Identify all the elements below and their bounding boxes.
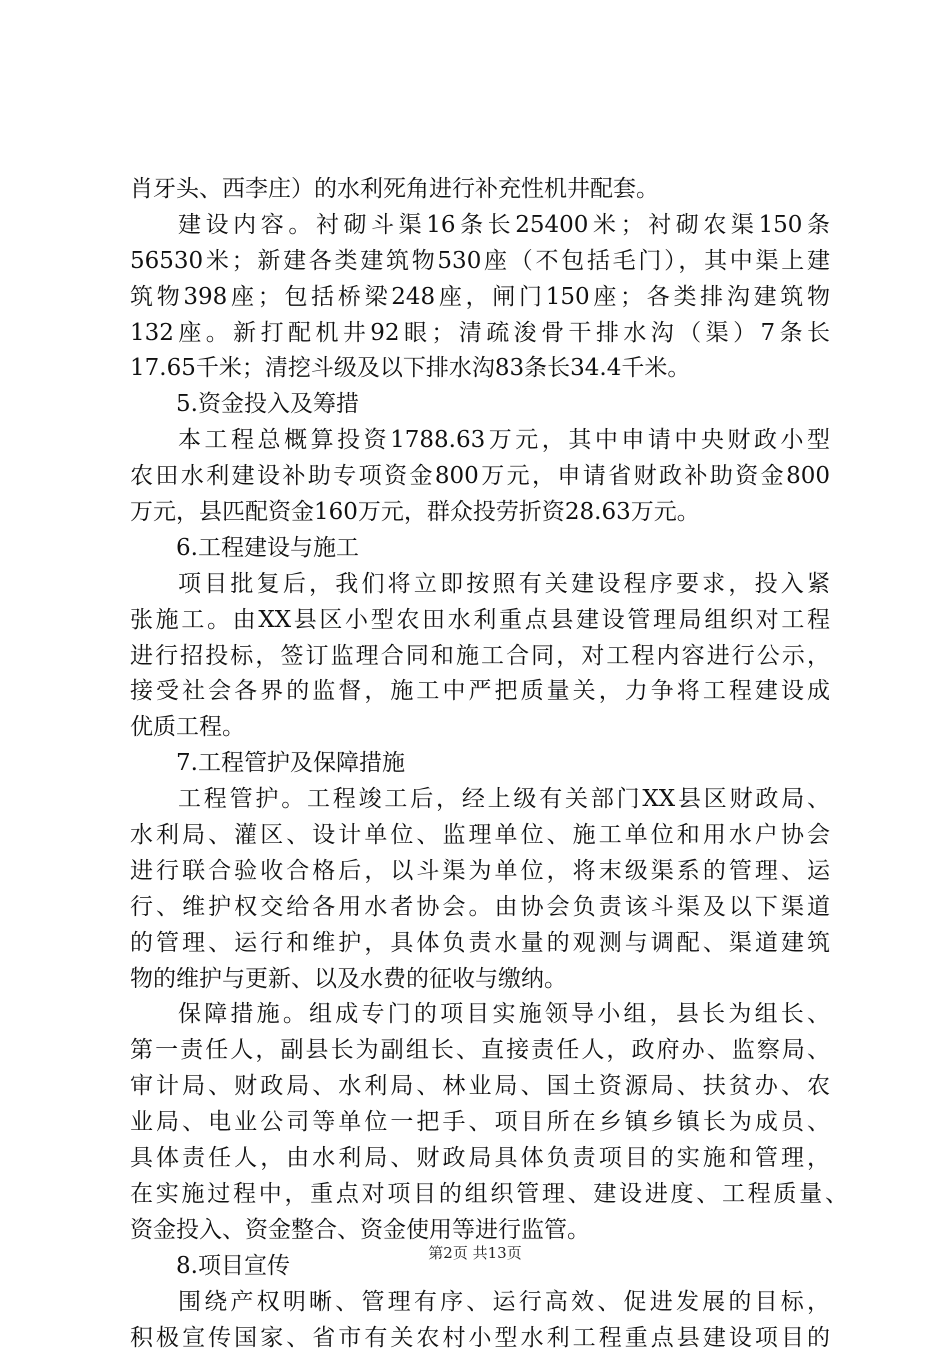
- paragraph-line: 围绕产权明晰、管理有序、运行高效、促进发展的目标，: [130, 1285, 830, 1321]
- paragraph-line: 行、维护权交给各用水者协会。由协会负责该斗渠及以下渠道: [130, 890, 830, 926]
- paragraph-line: 优质工程。: [130, 710, 830, 746]
- paragraph-line: 积极宣传国家、省市有关农村小型水利工程重点县建设项目的: [130, 1321, 830, 1356]
- paragraph-line: 万元，县匹配资金160万元，群众投劳折资28.63万元。: [130, 495, 830, 531]
- paragraph-line: 水利局、灌区、设计单位、监理单位、施工单位和用水户协会: [130, 818, 830, 854]
- paragraph-line: 项目批复后，我们将立即按照有关建设程序要求，投入紧: [130, 567, 830, 603]
- paragraph-line: 审计局、财政局、水利局、林业局、国土资源局、扶贫办、农: [130, 1069, 830, 1105]
- paragraph-line: 工程管护。工程竣工后，经上级有关部门XX县区财政局、: [130, 782, 830, 818]
- paragraph-line: 农田水利建设补助专项资金800万元，申请省财政补助资金800: [130, 459, 830, 495]
- section-heading: 5.资金投入及筹措: [130, 387, 830, 423]
- paragraph-line: 本工程总概算投资1788.63万元，其中申请中央财政小型: [130, 423, 830, 459]
- paragraph-line: 在实施过程中，重点对项目的组织管理、建设进度、工程质量、: [130, 1177, 848, 1213]
- document-body: [130, 172, 830, 1356]
- paragraph-line: 第一责任人，副县长为副组长、直接责任人，政府办、监察局、: [130, 1033, 830, 1069]
- paragraph-line: 资金投入、资金整合、资金使用等进行监管。: [130, 1213, 830, 1249]
- section-heading: 6.工程建设与施工: [130, 531, 830, 567]
- paragraph-line: 物的维护与更新、以及水费的征收与缴纳。: [130, 962, 830, 998]
- paragraph-line: 建设内容。衬砌斗渠16条长25400米；衬砌农渠150条: [130, 208, 830, 244]
- paragraph-line: 进行招投标，签订监理合同和施工合同，对工程内容进行公示，: [130, 639, 830, 675]
- paragraph-line: 56530米；新建各类建筑物530座（不包括毛门），其中渠上建: [130, 244, 830, 280]
- paragraph-line: 保障措施。组成专门的项目实施领导小组，县长为组长、: [130, 997, 830, 1033]
- paragraph-line: 接受社会各界的监督，施工中严把质量关，力争将工程建设成: [130, 674, 830, 710]
- paragraph-line: 进行联合验收合格后，以斗渠为单位，将末级渠系的管理、运: [130, 854, 830, 890]
- paragraph-line: 的管理、运行和维护，具体负责水量的观测与调配、渠道建筑: [130, 926, 830, 962]
- section-heading: 7.工程管护及保障措施: [130, 746, 830, 782]
- paragraph-line: 132座。新打配机井92眼；清疏浚骨干排水沟（渠）7条长: [130, 316, 830, 352]
- paragraph-line: 业局、电业公司等单位一把手、项目所在乡镇乡镇长为成员、: [130, 1105, 830, 1141]
- paragraph-line: 肖牙头、西李庄）的水利死角进行补充性机井配套。: [130, 172, 830, 208]
- paragraph-line: 筑物398座；包括桥梁248座，闸门150座；各类排沟建筑物: [130, 280, 830, 316]
- paragraph-line: 张施工。由XX县区小型农田水利重点县建设管理局组织对工程: [130, 603, 830, 639]
- paragraph-line: 17.65千米；清挖斗级及以下排水沟83条长34.4千米。: [130, 351, 830, 387]
- page-number-footer: 第2页 共13页: [0, 1242, 950, 1263]
- paragraph-line: 具体责任人，由水利局、财政局具体负责项目的实施和管理，: [130, 1141, 830, 1177]
- section-heading: 8.项目宣传: [130, 1249, 830, 1285]
